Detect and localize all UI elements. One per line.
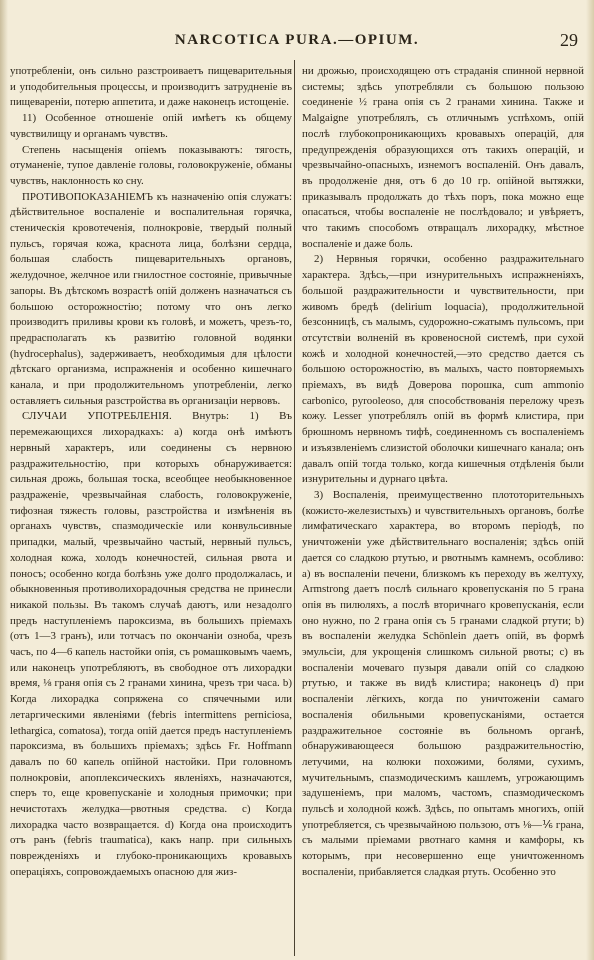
paragraph: Степень насыщенія опіемъ показываютъ: тягость, отуманеніе, тупое давленіе головы, головокруженіе, обманы чувствъ, наклонность ко сну. [10,143,292,187]
right-column [302,64,584,954]
paragraph: ПРОТИВОПОКАЗАНІЕМЪ къ назначенію опія служатъ: дѣйствительное воспаленіе и воспалительная горячка, стеническія кровотеченія, полнокровіе, твердый полный пульсъ, горячая кожа, краснота лица, болѣзни сердца, большая слабость пищеварительныхъ органовъ, желудочное, желчное или гнилостное состояніе, привычные запоры. Въ дѣтскомъ возрастѣ опій долженъ назначаться съ большою осторожностію; потому что онъ легко производитъ приливы крови къ головѣ, и можетъ, чрезъ-то, предрасполагать къ развитію головной водянки (hydrocephalus), задерживаетъ, необходимыя для цѣлости дѣтскаго организма, испражненія и особенно кишечнаго канала, и при продолжительномъ употребленіи, легко оставляетъ сильныя разстройства въ организаціи нервовъ. [10,190,292,407]
paragraph: 11) Особенное отношеніе опій имѣетъ къ общему чувствилищу и органамъ чувствъ. [10,112,292,140]
page-number: 29 [560,30,578,50]
column-divider [294,60,295,956]
paragraph: СЛУЧАИ УПОТРЕБЛЕНІЯ. Внутрь: 1) Въ перемежающихся лихорадкахъ: а) когда онѣ имѣютъ нервный характеръ, или соединены съ нервною раздражительностію, при которыхъ обнаруживается: сильная дрожь, большая тоска, всеобщее необыкновенное раздраженіе, чрезвычайная слабость, головокруженіе, тифозная тяжесть головы, разстройства и измѣненія въ органахъ чувствъ, спазмодическіе или конвульсивные припадки, малый, чрезвычайно частый, нервный пульсъ, холодная кожа, холодъ конечностей, сильная рвота и поносъ; особенно когда болѣзнь уже долго продолжалась, и обыкновенныя противолихорадочныя средства не принесли никакой пользы. Въ такомъ случаѣ даютъ, или незадолго предъ наступленіемъ пароксизма, въ большихъ пріемахъ (отъ 1—3 гранъ), или тотчасъ по окончаніи озноба, чрезъ часъ, по 4—6 капель настойки опія, съ ромашковымъ чаемъ, или наконецъ употребляютъ, въ свободное отъ лихорадки время, ⅛ граня опія съ 2 гранами хинина, чрезъ три часа. b) Когда лихорадка сопряжена со спячечными или летаргическими явленіями (febris intermittens perniciosa, lethargica, comatosa), тогда опій дается предъ наступленіемъ пароксизма, въ большихъ пріемахъ; здѣсь Fr. Hoffmann давалъ по 60 капель опійной настойки. При головномъ полнокровіи, апоплексическихъ явленіяхъ, назначаются, сперъ то, еще кровепусканіе и холодныя примочки; при нечистотахъ желудка—рвотныя средства. с) Когда лихорадка часто возвращается. d) Когда она происходитъ отъ ранъ (febris traumatica), какъ напр. при сильныхъ поврежденіяхъ и глубоко-проникающихъ кровавыхъ операціяхъ, сопровождаемыхъ опасною для жиз- [10,410,292,878]
left-column [10,64,292,954]
paragraph: ни дрожью, происходящею отъ страданія спинной нервной системы; здѣсь употребляли съ большою пользою соединеніе ½ грана опія съ 2 гранами хинина. Также и Malgaigne употреблялъ, съ отличнымъ успѣхомъ, опій послѣ глубокопроникающихъ кровавыхъ операцій, для предупрежденія образующихся отъ такихъ операцій, и чрезвычайно-опасныхъ, изнемогъ воспаленій. Онъ давалъ, въ продолженіе дня, отъ 6 до 10 гр. опійной вытяжки, приказывалъ продолжать до тѣхъ поръ, пока можно еще опасаться, чтобы воспаленіе не послѣдовало; и увѣряетъ, что такимъ способомъ отвращалъ лихорадку, мѣстное воспаленіе и даже боль. [302,65,584,250]
page-edge-right [586,0,594,960]
paragraph: употребленіи, онъ сильно разстроиваетъ пищеварительныя и уподобительныя процессы, и производитъ затрудненіе въ пищевареніи, потерю аппетита, и даже наконецъ истощеніе. [10,65,292,109]
running-header [0,30,594,56]
running-title: NARCOTICA PURA.—OPIUM. [174,32,420,48]
page-edge-left [0,0,8,960]
paragraph: 2) Нервныя горячки, особенно раздражительнаго характера. Здѣсь,—при изнурительныхъ испражненіяхъ, большой раздражительности и чувствительности, при живомъ бредѣ (delirium loquacia), продолжительной безсонницѣ, съ малымъ, судорожно-сжатымъ пульсомъ, при отсутствіи волненій въ кровеносной системѣ, при сухой кожѣ и холодной конечностей,—это средство дается съ большою осторожностію, въ малыхъ, часто повторяемыхъ пріемахъ, въ видѣ Доверова порошка, cum ammonio carbonico, pyrooleoso, для способствованія переложу чрезъ кожу. Lesser употреблялъ опій въ формѣ клистира, при брюшномъ нервномъ тифѣ, соединенномъ съ воспаленіемъ и изъязвленіемъ слизистой оболочки кишечнаго канала; онъ давалъ опій тогда только, когда кишечныя отдѣленія были изнурительны и дурнаго цвѣта. [302,253,584,486]
paragraph: 3) Воспаленія, преимущественно плототорительныхъ (кожисто-железистыхъ) и чувствительныхъ органовъ, болѣе лимфатическаго характера, во второмъ періодѣ, по уничтоженіи уже дѣйствительнаго воспаленія; здѣсь опій дается со сладкою ртутью, и рвотнымъ камнемъ, особливо: а) въ воспаленіи печени, близкомъ къ переходу въ желтуху, Armstrong даетъ послѣ сильнаго кровепусканія по 5 грана опія въ пилюляхъ, а послѣ вторичнаго кровепусканія, если оно нужно, по 2 грана опія съ 5 гранами сладкой ртути; b) въ воспаленіи желудка Schönlein даетъ опій, въ формѣ эмульсіи, для укрощенія слишкомъ сильной рвоты; с) въ воспаленіи мочеваго пузыря давали опій со сладкою ртутью, и также въ видѣ клистира; наконецъ d) при воспаленіи лёгкихъ, когда по уничтоженіи самаго воспаленія обильными кровепусканіями, остается раздражительное состояніе въ больномъ органѣ, обнаруживающееся большою раздражительностію, летучими, на колюки похожими, болями, сухимъ, мучительнымъ, спазмодическимъ кашлемъ, угрожающимъ задушеніемъ, при маломъ, частомъ, спазмодическомъ пульсѣ и холодной кожѣ. Здѣсь, по опытамъ многихъ, опій употребляется, съ чрезвычайною пользою, отъ ⅛—⅙ грана, съ малыми пріемами рвотнаго камня и камфоры, къ которымъ, при несовершенно еще уничтоженномъ воспаленіи, прибавляется сладкая ртуть. Особенно это [302,488,584,878]
